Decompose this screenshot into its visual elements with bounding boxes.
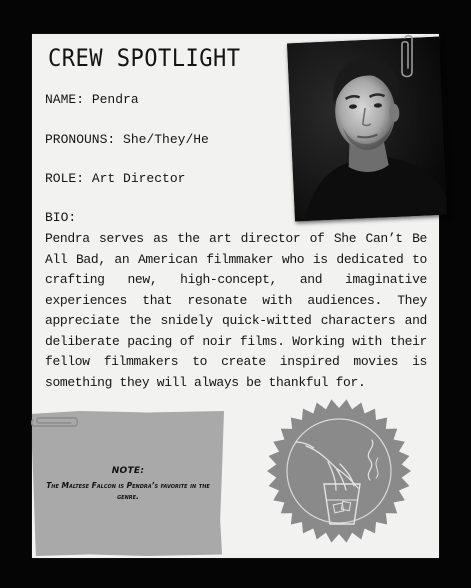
role-field bbox=[45, 171, 185, 186]
pronouns-label: PRONOUNS: bbox=[45, 132, 116, 147]
pronouns-value: She/They/He bbox=[123, 132, 209, 147]
name-label: NAME: bbox=[45, 92, 85, 107]
name-value: Pendra bbox=[91, 92, 139, 107]
hand-with-glass-icon bbox=[266, 398, 412, 544]
bio-text: Pendra serves as the art director of She Can’t Be All Bad, an American filmmaker who is dedicated to crafting new, high-concept, and imaginative experiences that resonate with audiences. They appreciate the snidely quick-witted characters and deliberate pacing of noir films. Working with their fellow filmmakers to create inspired movies is something they will always be thankful for. bbox=[45, 231, 427, 390]
note-body: The Maltese Falcon is Pendra’s favorite in the genre. bbox=[46, 481, 210, 501]
role-label: ROLE: bbox=[45, 171, 85, 186]
portrait-illustration bbox=[287, 37, 447, 222]
note-paperclip-icon bbox=[31, 414, 79, 430]
role-value: Art Director bbox=[91, 171, 186, 186]
note-title: NOTE: bbox=[111, 466, 145, 476]
bio-label: BIO: bbox=[45, 210, 77, 225]
portrait-photo bbox=[287, 37, 447, 222]
page-title: CREW SPOTLIGHT bbox=[48, 44, 241, 72]
pronouns-field bbox=[45, 132, 209, 147]
name-field bbox=[45, 92, 139, 107]
paperclip-icon bbox=[399, 34, 417, 80]
